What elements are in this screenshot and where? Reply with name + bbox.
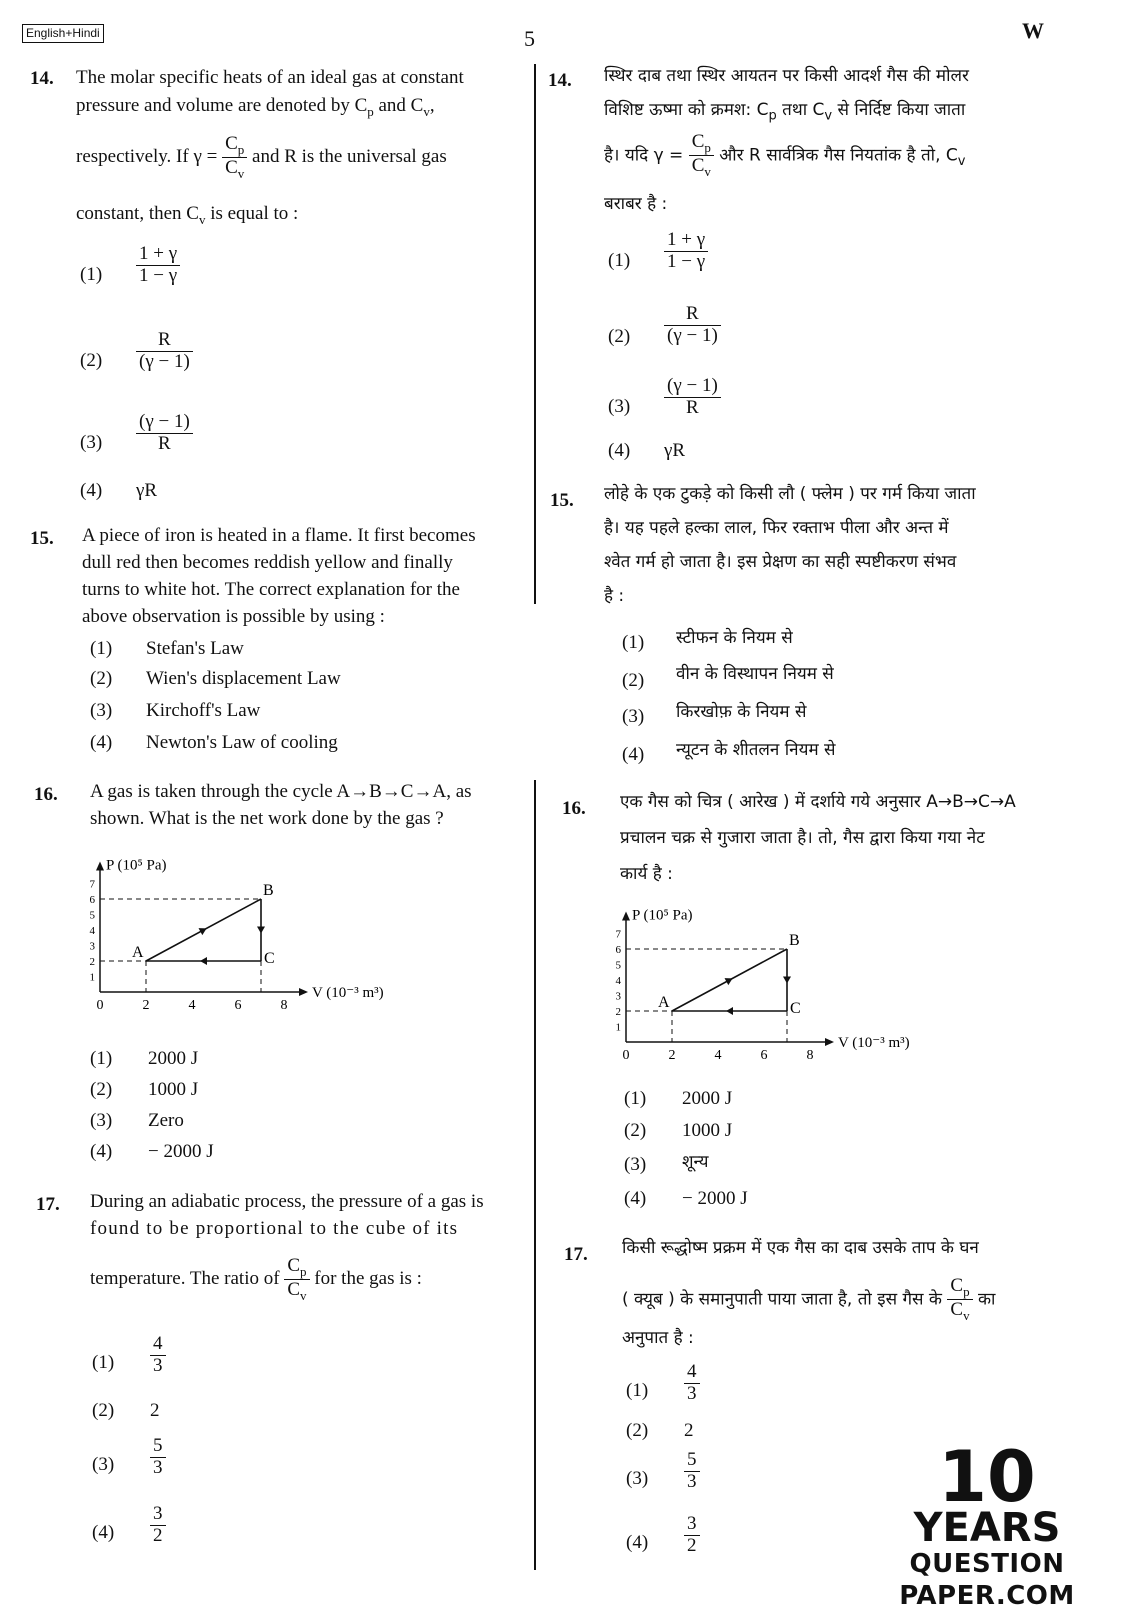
y-tick-label: 5	[89, 909, 95, 922]
option-1: (1)	[90, 638, 113, 659]
option-2: (2)	[622, 670, 645, 691]
x-tick-label: 0	[622, 1048, 630, 1063]
question-text: constant, then $C_v$ is equal to :	[76, 203, 299, 227]
y-tick-label: 7	[89, 878, 95, 891]
question-text: A gas is taken through the cycle A→B→C→A, as	[90, 781, 472, 802]
option-1: (1)	[624, 1088, 647, 1109]
y-tick-label: 7	[615, 928, 621, 941]
option-3-value: Kirchoff's Law	[146, 700, 261, 721]
column-divider	[534, 64, 536, 604]
question-text: The molar specific heats of an ideal gas at constant	[76, 67, 464, 88]
question-text: shown. What is the net work done by the gas ?	[90, 808, 444, 829]
option-1: (1)	[626, 1380, 649, 1401]
question-text: है। यह पहले हल्का लाल, फिर रक्ताभ पीला और अन्त में	[604, 518, 949, 538]
option-1-value: Stefan's Law	[146, 638, 244, 659]
option-3-value: $\frac{(\gamma - 1)}{R}$	[664, 376, 721, 419]
option-2-value: 1000 J	[682, 1120, 733, 1141]
question-text: है :	[604, 586, 625, 606]
question-text: found to be proportional to the cube of its	[90, 1218, 459, 1239]
segment-c-a-arrow	[200, 957, 207, 965]
x-tick-label: 0	[96, 998, 104, 1013]
option-3: (3)	[90, 700, 113, 721]
point-label-b: B	[263, 882, 274, 899]
option-1: (1)	[608, 250, 631, 271]
option-3-value: $\frac{5}{3}$	[684, 1450, 700, 1493]
option-2: (2)	[92, 1400, 115, 1421]
y-tick-label: 3	[615, 990, 621, 1003]
y-tick-label: 1	[615, 1021, 621, 1034]
y-tick-label: 1	[89, 971, 95, 984]
x-axis-arrow	[825, 1038, 834, 1046]
page-number: 5	[524, 26, 535, 51]
segment-b-c-arrow	[783, 977, 791, 984]
x-tick-label: 8	[280, 998, 288, 1013]
question-text: अनुपात है :	[622, 1328, 694, 1348]
option-4: (4)	[624, 1188, 647, 1209]
question-text: प्रचालन चक्र से गुजारा जाता है। तो, गैस द्वारा किया गया नेट	[620, 828, 985, 848]
option-4-value: γR	[664, 440, 686, 461]
option-3-value: किरखोफ़ के नियम से	[676, 702, 807, 722]
x-tick-label: 4	[714, 1048, 722, 1063]
point-label-c: C	[264, 950, 275, 967]
question-text: temperature. The ratio of $\frac{C_p}{C_v}$ for the gas is :	[90, 1255, 422, 1303]
option-3: (3)	[626, 1468, 649, 1489]
option-1: (1)	[80, 264, 103, 285]
question-text: है। यदि γ = $\frac{C_p}{C_v}$ और R सार्वत्रिक गैस नियतांक है तो, $C_v$	[604, 131, 966, 179]
option-1-value: 2000 J	[682, 1088, 733, 1109]
option-2-value: $\frac{R}{(\gamma - 1)}$	[136, 330, 193, 373]
y-tick-label: 6	[89, 894, 95, 906]
x-tick-label: 8	[806, 1048, 814, 1063]
question-number: 15.	[30, 528, 54, 549]
option-2-value: 2	[684, 1420, 694, 1441]
option-4-value: − 2000 J	[682, 1188, 748, 1209]
point-label-a: A	[132, 944, 144, 961]
x-tick-label: 6	[760, 1048, 768, 1063]
question-text: ( क्यूब ) के समानुपाती पाया जाता है, तो इस गैस के $\frac{C_p}{C_v}$ का	[622, 1275, 996, 1323]
series-code: W	[1022, 18, 1044, 43]
question-text: dull red then becomes reddish yellow and finally	[82, 552, 453, 573]
question-number: 14.	[30, 68, 54, 89]
option-4-value: Newton's Law of cooling	[146, 732, 338, 753]
y-tick-label: 2	[89, 956, 95, 968]
x-tick-label: 4	[188, 998, 196, 1013]
option-3: (3)	[622, 706, 645, 727]
option-3-value: $\frac{5}{3}$	[150, 1436, 166, 1479]
question-number: 14.	[548, 70, 572, 91]
option-1-value: $\frac{1 + \gamma}{1 - \gamma}$	[136, 244, 180, 287]
option-4: (4)	[90, 1141, 113, 1162]
question-text: turns to white hot. The correct explanation for the	[82, 579, 460, 600]
option-1-value: स्टीफन के नियम से	[676, 628, 793, 648]
watermark-years: YEARS	[913, 1505, 1061, 1551]
language-badge: English+Hindi	[22, 24, 104, 43]
option-1-value: $\frac{4}{3}$	[150, 1334, 166, 1377]
point-label-b: B	[789, 932, 800, 949]
option-4: (4)	[626, 1532, 649, 1553]
option-4-value: $\frac{3}{2}$	[684, 1514, 700, 1557]
y-tick-label: 4	[615, 975, 621, 987]
option-2: (2)	[626, 1420, 649, 1441]
question-number: 17.	[36, 1194, 60, 1215]
option-4: (4)	[90, 732, 113, 753]
y-tick-label: 4	[89, 925, 95, 937]
option-2: (2)	[608, 326, 631, 347]
option-4: (4)	[608, 440, 631, 461]
question-number: 15.	[550, 490, 574, 511]
question-text: विशिष्ट ऊष्मा को क्रमश: $C_p$ तथा $C_v$ से निर्दिष्ट किया जाता	[604, 100, 966, 124]
point-label-a: A	[658, 994, 670, 1011]
option-4: (4)	[92, 1522, 115, 1543]
option-3: (3)	[608, 396, 631, 417]
question-text: During an adiabatic process, the pressure of a gas is	[90, 1191, 484, 1212]
option-2: (2)	[624, 1120, 647, 1141]
y-tick-label: 2	[615, 1006, 621, 1018]
option-4-value: न्यूटन के शीतलन नियम से	[676, 740, 836, 760]
option-2: (2)	[80, 350, 103, 371]
watermark-logo	[852, 1436, 1122, 1612]
question-text: किसी रूद्धोष्म प्रक्रम में एक गैस का दाब उसके ताप के घन	[622, 1238, 979, 1258]
question-text: A piece of iron is heated in a flame. It first becomes	[82, 525, 476, 546]
question-text: कार्य है :	[620, 864, 673, 884]
pv-diagram-en	[80, 852, 420, 1027]
question-number: 17.	[564, 1244, 588, 1265]
x-tick-label: 2	[142, 998, 150, 1013]
x-tick-label: 2	[668, 1048, 676, 1063]
option-2: (2)	[90, 1079, 113, 1100]
question-text: respectively. If γ = $\frac{C_p}{C_v}$ and R is the universal gas	[76, 133, 447, 181]
question-number: 16.	[34, 784, 58, 805]
x-tick-label: 6	[234, 998, 242, 1013]
option-3-value: $\frac{(\gamma - 1)}{R}$	[136, 412, 193, 455]
watermark-site: QUESTION PAPER.COM	[899, 1549, 1075, 1611]
option-3: (3)	[90, 1110, 113, 1131]
option-1-value: $\frac{4}{3}$	[684, 1362, 700, 1405]
option-4-value: $\frac{3}{2}$	[150, 1504, 166, 1547]
question-text: श्वेत गर्म हो जाता है। इस प्रेक्षण का सही स्पष्टीकरण संभव	[604, 552, 957, 572]
option-3: (3)	[624, 1154, 647, 1175]
segment-c-a-arrow	[726, 1007, 733, 1015]
option-3-value: Zero	[148, 1110, 184, 1131]
watermark-number: 10	[938, 1436, 1036, 1518]
y-tick-label: 5	[615, 959, 621, 972]
y-axis-label: P (10⁵ Pa)	[106, 857, 167, 874]
option-2-value: Wien's displacement Law	[146, 668, 341, 689]
question-text: स्थिर दाब तथा स्थिर आयतन पर किसी आदर्श गैस की मोलर	[604, 66, 969, 86]
y-axis-label: P (10⁵ Pa)	[632, 907, 693, 924]
y-axis-arrow	[96, 862, 104, 871]
option-2-value: वीन के विस्थापन नियम से	[676, 664, 834, 684]
y-axis-arrow	[622, 912, 630, 921]
question-number: 16.	[562, 798, 586, 819]
option-2: (2)	[90, 668, 113, 689]
option-1: (1)	[92, 1352, 115, 1373]
question-text: एक गैस को चित्र ( आरेख ) में दर्शाये गये अनुसार A→B→C→A	[620, 792, 1016, 812]
option-2-value: $\frac{R}{(\gamma - 1)}$	[664, 304, 721, 347]
option-3: (3)	[80, 432, 103, 453]
option-1-value: $\frac{1 + \gamma}{1 - \gamma}$	[664, 230, 708, 273]
option-4: (4)	[80, 480, 103, 501]
option-1: (1)	[622, 632, 645, 653]
x-axis-arrow	[299, 988, 308, 996]
question-text: बराबर है :	[604, 194, 668, 214]
option-4-value: γR	[136, 480, 158, 501]
option-3-value: शून्य	[682, 1152, 709, 1172]
question-text: pressure and volume are denoted by $C_p$ and $C_v$,	[76, 95, 435, 119]
question-text: लोहे के एक टुकड़े को किसी लौ ( फ्लेम ) पर गर्म किया जाता	[604, 484, 976, 504]
y-tick-label: 3	[89, 940, 95, 953]
x-axis-label: V (10⁻³ m³)	[312, 985, 384, 1001]
segment-b-c-arrow	[257, 927, 265, 934]
option-3: (3)	[92, 1454, 115, 1475]
column-divider-lower	[534, 780, 536, 1570]
option-1: (1)	[90, 1048, 113, 1069]
option-2-value: 2	[150, 1400, 160, 1421]
x-axis-label: V (10⁻³ m³)	[838, 1035, 910, 1051]
option-2-value: 1000 J	[148, 1079, 199, 1100]
point-label-c: C	[790, 1000, 801, 1017]
option-1-value: 2000 J	[148, 1048, 199, 1069]
question-text: above observation is possible by using :	[82, 606, 385, 627]
y-tick-label: 6	[615, 944, 621, 956]
pv-diagram-hi	[606, 902, 946, 1077]
option-4-value: − 2000 J	[148, 1141, 214, 1162]
option-4: (4)	[622, 744, 645, 765]
